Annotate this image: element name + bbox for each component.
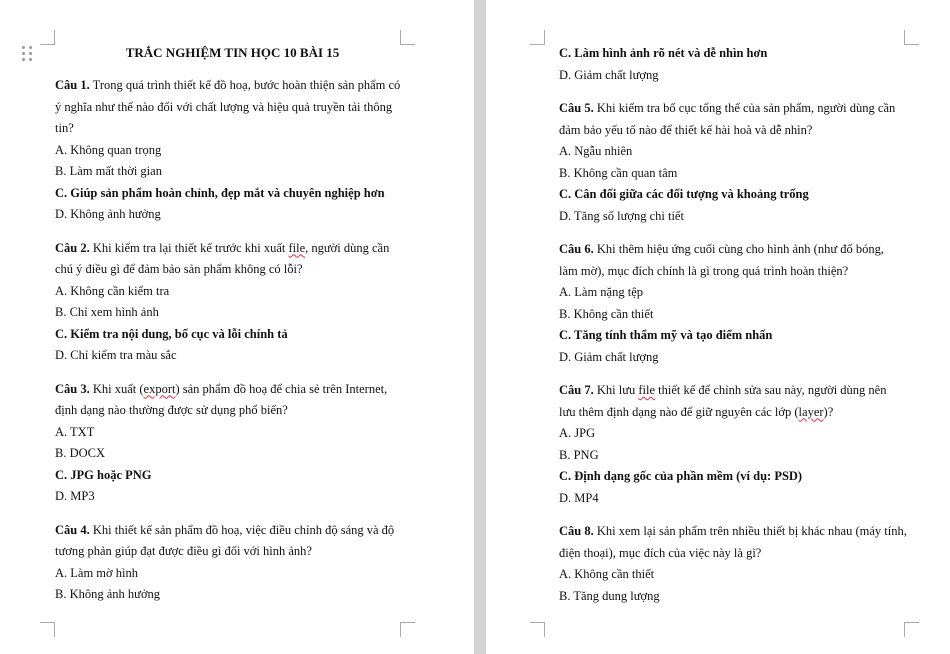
question-line [55,238,410,260]
answer-option [559,163,914,185]
question-text-line [559,402,914,424]
spacer [559,86,914,98]
answer-option [55,563,410,585]
question-line [559,521,914,543]
question-line [559,98,914,120]
question-text: Khi kiểm tra bố cục tổng thể của sản phẩm, người dùng cần [596,101,896,115]
crop-mark [40,30,55,45]
question-number: Câu 1. [55,78,90,92]
question-text: làm mờ), mục đích chính là gì trong quá trình hoàn thiện? [559,263,849,278]
answer-option [559,488,914,510]
option-text: A. TXT [55,424,95,439]
question-text: thiết kế để chỉnh sửa sau này, người dùng nên [655,383,887,397]
answer-option-correct [559,184,914,206]
crop-mark [904,622,919,637]
option-text: D. Giảm chất lượng [559,67,659,82]
answer-option-correct [559,466,914,488]
question-text: tin? [55,121,74,135]
spellcheck-word: layer [798,404,824,419]
option-text: B. Làm mất thời gian [55,164,162,178]
spellcheck-word: export [143,381,176,396]
answer-option-correct [55,465,410,487]
answer-option [559,445,914,467]
question-number: Câu 8. [559,524,594,538]
question-text: , người dùng cần [305,240,390,255]
answer-option [559,304,914,326]
question-text: ) sản phẩm đồ hoạ để chia sẻ trên Internet, [175,381,388,396]
option-text: C. Làm hình ảnh rõ nét và dễ nhìn hơn [559,46,768,60]
answer-option [559,141,914,163]
answer-option [559,282,914,304]
question-text-line [55,400,410,422]
answer-option-correct [559,43,914,65]
option-text: B. Tăng dung lượng [559,588,660,603]
option-text: D. Tăng số lượng chi tiết [559,208,684,223]
question-list [55,75,410,606]
answer-option [55,140,410,162]
option-text: C. Định dạng gốc của phần mềm (ví dụ: PSD) [559,469,803,483]
question-number: Câu 4. [55,522,90,537]
option-text: B. Không ảnh hưởng [55,587,161,601]
option-text: B. Không cần quan tâm [559,165,678,180]
option-text: C. Tăng tính thẩm mỹ và tạo điểm nhấn [559,328,773,342]
question-text: Khi xem lại sản phẩm trên nhiều thiết bị khác nhau (máy tính, [596,524,907,538]
question-number: Câu 2. [55,240,90,255]
option-text: A. Không cần kiểm tra [55,283,170,298]
question-text-line [55,97,410,119]
spacer [55,367,410,379]
option-text: A. Làm mờ hình [55,565,138,580]
question-text-line [559,543,914,565]
answer-option [55,345,410,367]
question-list [559,43,914,607]
answer-option [559,564,914,586]
right-column [559,43,914,607]
answer-option [55,422,410,444]
option-text: A. Không quan trọng [55,142,162,157]
spacer [55,226,410,238]
question-text-line [55,118,410,140]
answer-option [55,281,410,303]
question-text: )? [823,404,834,419]
option-text: D. Không ảnh hưởng [55,207,161,221]
option-text: B. DOCX [55,446,106,460]
question-text: điện thoại), mục đích của việc này là gì? [559,545,762,560]
crop-mark [40,622,55,637]
option-text: D. MP3 [55,489,95,503]
question-text: Khi kiểm tra lại thiết kế trước khi xuất [92,240,289,255]
page-gutter [474,0,486,654]
question-text: định dạng nào thường được sử dụng phổ biến? [55,403,288,417]
question-text: chú ý điều gì để đảm bảo sản phẩm không có lỗi? [55,262,303,276]
left-column [55,43,410,606]
option-text: A. Không cần thiết [559,567,655,581]
question-text: Khi xuất ( [92,381,144,396]
drag-handle-icon[interactable] [22,46,34,62]
answer-option [55,486,410,508]
question-text: tương phản giúp đạt được điều gì đối với hình ảnh? [55,544,312,558]
spacer [559,227,914,239]
spacer [55,508,410,520]
option-text: A. JPG [559,426,596,440]
question-text: Khi thiết kế sản phẩm đồ hoạ, việc điều chỉnh độ sáng và độ [92,522,395,537]
option-text: D. MP4 [559,490,599,505]
option-text: B. Không cần thiết [559,306,654,321]
option-text: A. Ngẫu nhiên [559,144,633,158]
option-text: B. Chỉ xem hình ảnh [55,305,159,319]
crop-mark [530,30,545,45]
question-text: ý nghĩa như thế nào đối với chất lượng và hiệu quả truyền tải thông [55,99,393,114]
crop-mark [400,622,415,637]
answer-option-correct [559,325,914,347]
option-text: D. Chỉ kiểm tra màu sắc [55,348,177,362]
question-text-line [559,261,914,283]
question-line [55,520,410,542]
question-line [559,239,914,261]
spellcheck-word: file [288,240,306,255]
question-number: Câu 6. [559,242,594,256]
answer-option [559,586,914,608]
question-line [559,380,914,402]
question-text-line [55,541,410,563]
option-text: A. Làm nặng tệp [559,285,644,299]
question-line [55,379,410,401]
option-text: D. Giảm chất lượng [559,349,659,364]
answer-option [55,161,410,183]
answer-option [55,443,410,465]
answer-option [559,65,914,87]
spacer [559,509,914,521]
question-text: đảm bảo yếu tố nào để thiết kế hài hoà và dễ nhìn? [559,122,813,137]
option-text: C. Kiểm tra nội dung, bố cục và lỗi chính tả [55,326,288,341]
option-text: C. JPG hoặc PNG [55,467,152,482]
answer-option [559,423,914,445]
answer-option [55,302,410,324]
question-text: lưu thêm định dạng nào để giữ nguyên các lớp ( [559,404,799,419]
answer-option-correct [55,324,410,346]
answer-option [55,584,410,606]
question-number: Câu 5. [559,101,594,115]
question-text-line [559,120,914,142]
question-number: Câu 7. [559,383,594,397]
option-text: B. PNG [559,447,599,462]
question-text: Khi thêm hiệu ứng cuối cùng cho hình ảnh (như đổ bóng, [596,242,884,256]
option-text: C. Giúp sản phẩm hoàn chỉnh, đẹp mắt và chuyên nghiệp hơn [55,185,385,200]
answer-option [559,206,914,228]
question-line [55,75,410,97]
spacer [559,368,914,380]
question-text: Khi lưu [596,383,639,397]
question-text-line [55,259,410,281]
question-number: Câu 3. [55,381,90,396]
crop-mark [530,622,545,637]
spellcheck-word: file [638,383,656,397]
answer-option [55,204,410,226]
answer-option [559,347,914,369]
answer-option-correct [55,183,410,205]
document-title: TRẮC NGHIỆM TIN HỌC 10 BÀI 15 [125,45,340,60]
option-text: C. Cân đối giữa các đối tượng và khoảng trống [559,187,809,201]
question-text: Trong quá trình thiết kế đồ hoạ, bước hoàn thiện sản phẩm có [92,78,401,92]
